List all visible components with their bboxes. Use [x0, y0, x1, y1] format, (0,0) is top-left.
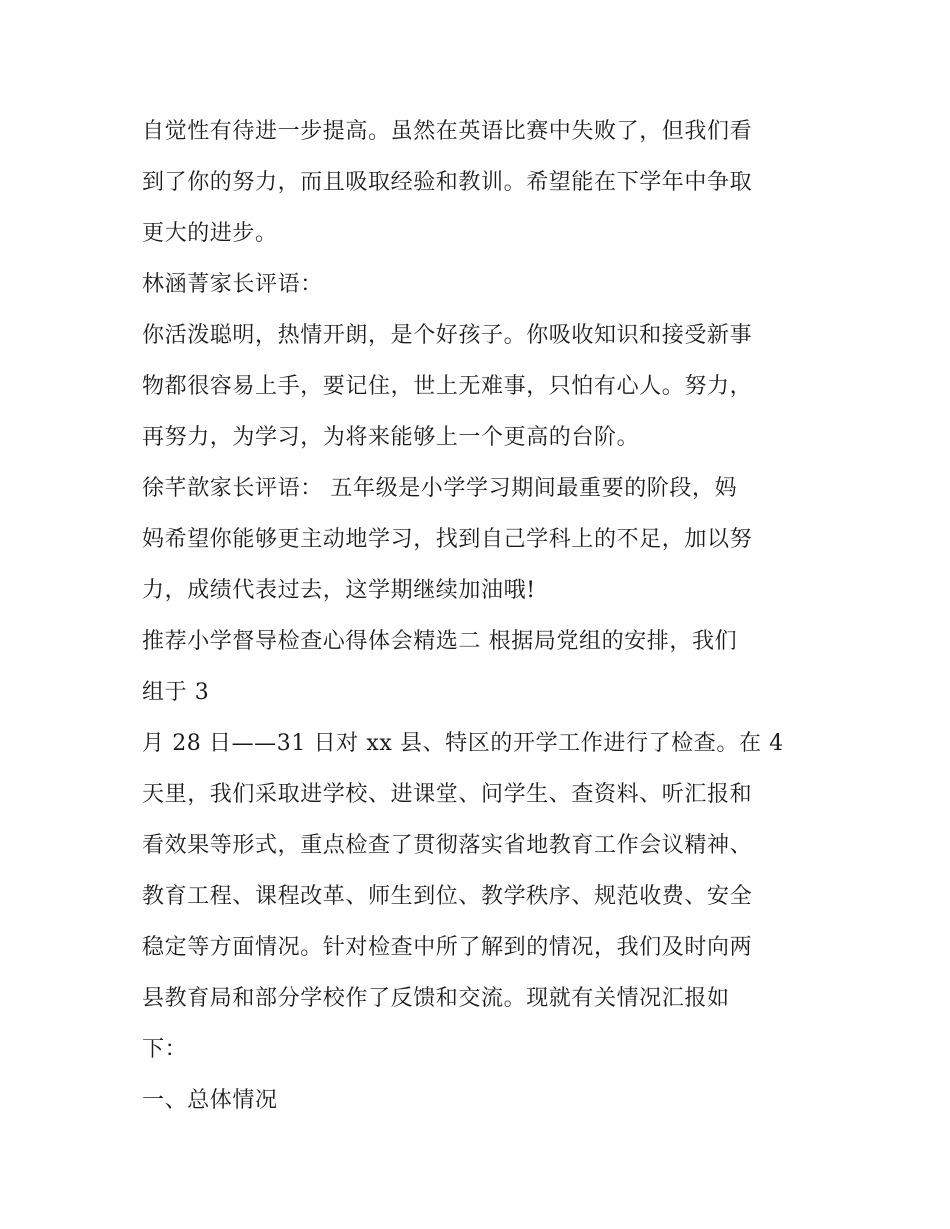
text-line: 自觉性有待进一步提高。虽然在英语比赛中失败了，但我们看 — [142, 119, 753, 144]
text-line: 县教育局和部分学校作了反馈和交流。现就有关情况汇报如 — [142, 986, 730, 1011]
document-body — [142, 106, 822, 1126]
text-line: 稳定等方面情况。针对检查中所了解到的情况，我们及时向两 — [142, 935, 753, 960]
text-line: 物都很容易上手，要记住，世上无难事，只怕有心人。努力， — [142, 374, 753, 399]
text-line: 教育工程、课程改革、师生到位、教学秩序、规范收费、安全 — [142, 884, 753, 909]
text-line: 月 28 日——31 日对 xx 县、特区的开学工作进行了检查。在 4 — [142, 731, 784, 756]
text-line: 到了你的努力，而且吸取经验和教训。希望能在下学年中争取 — [142, 170, 753, 195]
text-line: 妈希望你能够更主动地学习，找到自己学科上的不足，加以努 — [142, 527, 753, 552]
section-label-parent-comment: 林涵菁家长评语： — [142, 272, 323, 297]
text-line: 推荐小学督导检查心得体会精选二 根据局党组的安排，我们 — [142, 629, 738, 654]
text-line: 下： — [142, 1037, 188, 1062]
text-line: 更大的进步。 — [142, 221, 278, 246]
section-heading: 一、总体情况 — [142, 1088, 278, 1113]
text-line: 看效果等形式，重点检查了贯彻落实省地教育工作会议精神、 — [142, 833, 753, 858]
text-line: 徐芊歆家长评语： 五年级是小学学习期间最重要的阶段，妈 — [142, 476, 738, 501]
text-line: 天里，我们采取进学校、进课堂、问学生、查资料、听汇报和 — [142, 782, 753, 807]
text-line: 组于 3 — [142, 680, 210, 705]
text-line: 力，成绩代表过去，这学期继续加油哦! — [142, 578, 536, 603]
text-line: 你活泼聪明，热情开朗，是个好孩子。你吸收知识和接受新事 — [142, 323, 753, 348]
text-line: 再努力，为学习，为将来能够上一个更高的台阶。 — [142, 425, 640, 450]
